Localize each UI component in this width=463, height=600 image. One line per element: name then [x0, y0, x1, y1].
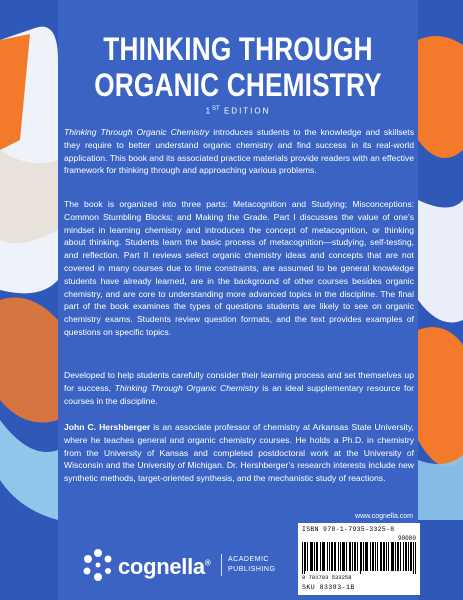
barcode-digits: 9 781793 533258 [302, 574, 352, 581]
barcode-stripe [322, 542, 323, 571]
barcode-stripe [380, 542, 381, 571]
barcode-stripe [354, 542, 355, 571]
barcode-stripe [413, 542, 414, 574]
barcode-stripe [370, 542, 371, 571]
barcode-stripe [314, 542, 315, 571]
barcode-stripe [361, 542, 362, 571]
barcode-stripe [302, 542, 303, 574]
barcode-stripe [343, 542, 344, 571]
barcode-stripe [384, 542, 385, 571]
barcode-stripe [320, 542, 321, 571]
barcode-stripe [332, 542, 333, 571]
barcode-stripe [393, 542, 394, 571]
publisher-name [118, 554, 210, 580]
barcode-stripe [366, 542, 367, 571]
book-title-italic: Thinking Through Organic Chemistry [64, 127, 210, 137]
barcode-stripe [381, 542, 382, 571]
description-p1-text: introduces students to the knowledge and skillsets they require to better understand organic chemistry and find success in its real-world application. This book and its associated practice materials provide readers with an effective framework for thinking through and approaching various problems. [64, 127, 414, 176]
publisher-name-text: cognella [118, 554, 205, 579]
barcode-stripe [338, 542, 339, 571]
barcode-stripe [316, 542, 317, 571]
description-paragraph-2: The book is organized into three parts: Metacognition and Studying; Misconceptions: Common Stumbling Blocks; and Making the Grade. Part I discusses the value of one’s mindset in learning chemistry and introduces the concept of metacognition, or thinking about thinking. Students learn the basic process of metacognition—studying, self-testing, and reflection. Part II reviews select organic chemistry ideas and concepts that are not covered in many courses due to time constraints, are assumed to be general knowledge students have already learned, are in the background of other courses besides organic chemistry, and are core to understanding more advanced topics in the discipline. The final part of the book examines the types of questions students are likely to see on organic chemistry exams. Students review question formats, and the text provides examples of questions on specific topics. [64, 199, 414, 337]
barcode-stripe [392, 542, 393, 571]
publisher-logo [82, 548, 282, 582]
price-code: 90000 [397, 535, 416, 542]
barcode-stripe [408, 542, 409, 571]
cognella-logo-icon [82, 548, 114, 582]
book-title-line2: ORGANIC CHEMISTRY [94, 67, 382, 103]
barcode-stripe [344, 542, 345, 571]
barcode-stripe [324, 542, 325, 571]
edition-label [58, 106, 418, 116]
barcode-stripe [375, 542, 376, 571]
barcode-stripe [415, 542, 416, 574]
barcode-stripe [349, 542, 350, 571]
barcode-stripe [405, 542, 406, 571]
barcode-stripe [329, 542, 330, 571]
edition-suffix: ST [212, 106, 220, 112]
edition-word: EDITION [223, 106, 271, 116]
barcode-stripe [334, 542, 335, 571]
description-p3-end: is an ideal supplementary resource for courses in the discipline. [64, 382, 414, 406]
barcode-stripe [350, 542, 351, 571]
barcode-stripe [304, 542, 305, 574]
publisher-subtitle [228, 555, 275, 575]
author-bio-text: is an associate professor of chemistry at Arkansas State University, where he teaches general and organic chemistry courses. He holds a Ph.D. in chemistry from the University of Kansas and completed postdoctoral work at the University of Wisconsin and the University of Michigan. Dr. Hershberger’s research interests include new synthetic methods, target-oriented synthesis, and the mechanistic study of reactions. [64, 422, 414, 484]
barcode-stripe [365, 542, 366, 571]
barcode-stripe [383, 542, 384, 571]
barcode-stripe [411, 542, 412, 571]
publisher-sub-line2: PUBLISHING [228, 566, 276, 573]
barcode-box [298, 523, 420, 595]
isbn-number: ISBN 978-1-7935-3325-8 [302, 526, 395, 533]
barcode-stripe [400, 542, 401, 571]
barcode-stripe [363, 542, 364, 571]
barcode-stripe [342, 542, 343, 571]
description-paragraph-3 [64, 369, 414, 407]
book-title-line1: THINKING THROUGH [103, 31, 373, 67]
barcode-stripe [391, 542, 392, 571]
sku-number: SKU 83383-1B [302, 584, 355, 591]
barcode-stripe [397, 542, 398, 571]
barcode-stripe [305, 542, 306, 571]
barcode-stripe [373, 542, 374, 571]
barcode-stripe [357, 542, 358, 571]
barcode-stripe [340, 542, 341, 571]
description-p3-start: Developed to help students carefully consider their learning process and set themselves up for success, [64, 370, 414, 393]
author-name: John C. Hershberger [64, 422, 151, 432]
barcode-stripe [367, 542, 368, 571]
author-bio [64, 421, 414, 485]
barcode-stripe [307, 542, 308, 571]
barcode-stripe [386, 542, 387, 571]
edition-number: 1 [205, 106, 213, 116]
barcode-stripe [372, 542, 373, 571]
trademark-symbol: ® [204, 558, 211, 568]
barcode-stripe [403, 542, 404, 571]
barcode-stripe [323, 542, 324, 571]
description-paragraph-1 [64, 126, 414, 177]
barcode-stripe [410, 542, 411, 571]
barcode-stripe [360, 542, 361, 574]
barcode-stripe [335, 542, 336, 571]
barcode-stripe [395, 542, 396, 571]
barcode-stripe [346, 542, 347, 571]
barcode-stripe [310, 542, 311, 571]
barcode-stripe [398, 542, 399, 571]
barcode-bars [302, 542, 416, 574]
barcode-stripe [331, 542, 332, 571]
barcode-stripe [311, 542, 312, 571]
book-title-italic-2: Thinking Through Organic Chemistry [114, 382, 259, 393]
publisher-sub-line1: ACADEMIC [228, 556, 269, 563]
logo-divider [221, 554, 222, 576]
publisher-url: www.cognella.com [355, 513, 413, 520]
barcode-stripe [352, 542, 353, 571]
barcode-stripe [312, 542, 313, 571]
barcode-stripe [388, 542, 389, 571]
barcode-stripe [327, 542, 328, 571]
barcode-stripe [317, 542, 318, 571]
barcode-stripe [406, 542, 407, 571]
barcode-stripe [355, 542, 356, 571]
barcode-stripe [377, 542, 378, 571]
